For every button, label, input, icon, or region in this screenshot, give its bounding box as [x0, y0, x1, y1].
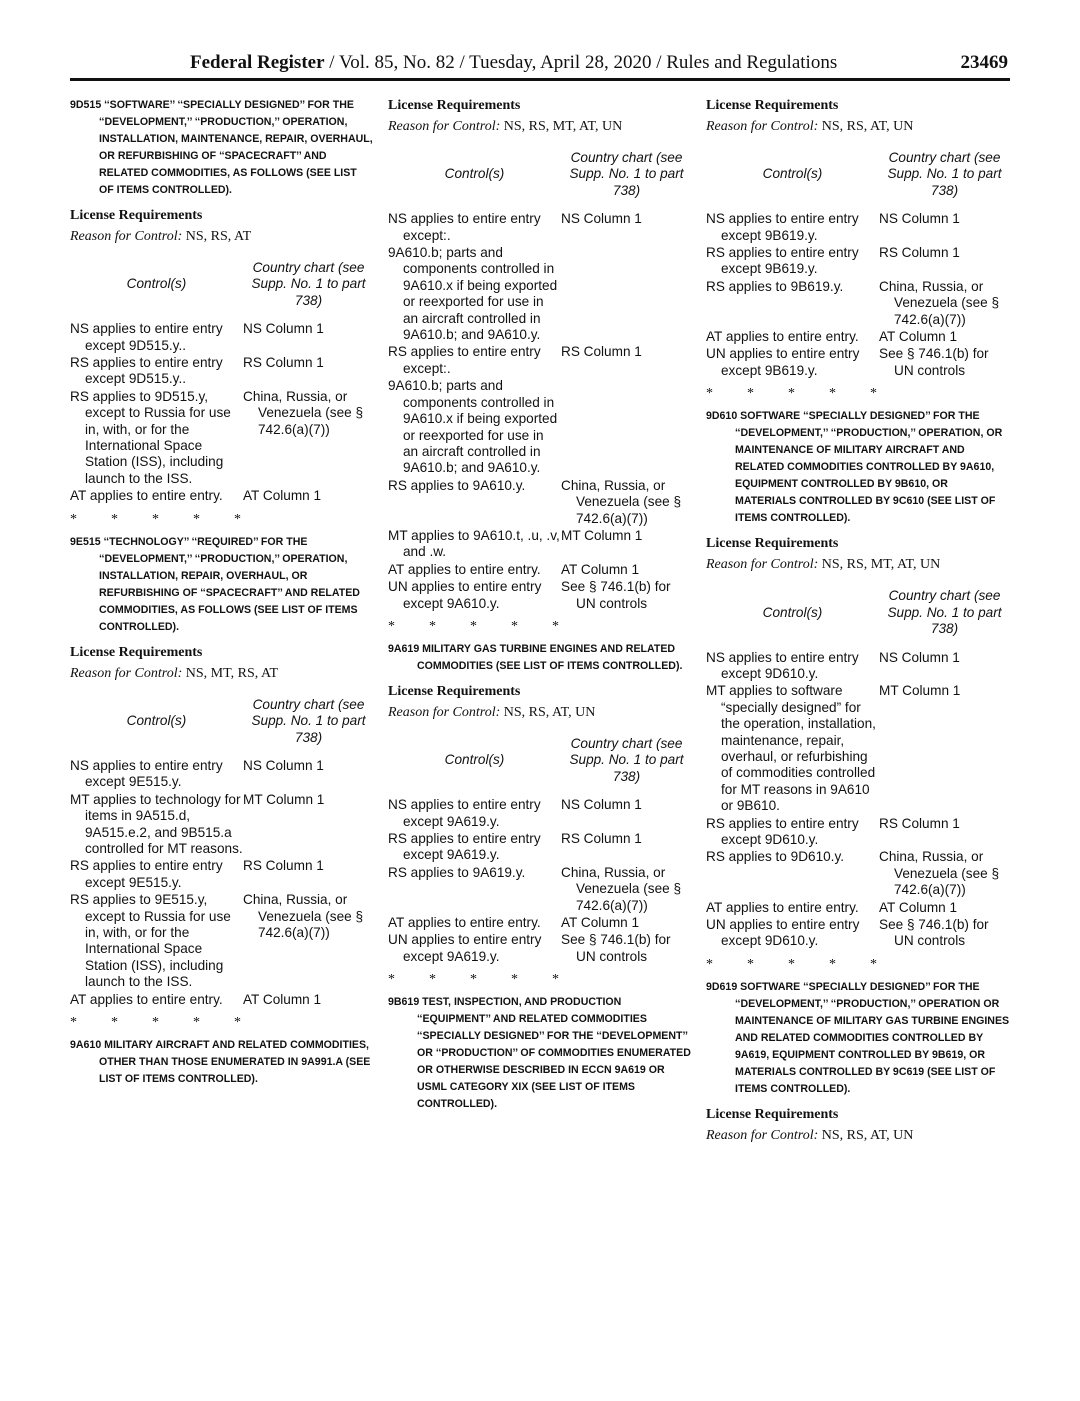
- control-column-header: Control(s): [444, 752, 505, 768]
- control-cell: AT applies to entire entry.: [70, 991, 223, 1007]
- table-row: [388, 797, 692, 831]
- reason-value: NS, RS, AT, UN: [503, 704, 596, 720]
- control-cell: NS applies to entire entry except 9E515.y.: [70, 757, 223, 790]
- country-chart-cell: NS Column 1: [243, 321, 324, 337]
- reason-label: Reason for Control:: [706, 119, 819, 134]
- control-column-header: Control(s): [762, 604, 823, 620]
- country-chart-column-header: Country chart (see Supp. No. 1 to part 738): [251, 696, 366, 745]
- table-row: [706, 650, 1010, 684]
- control-cell: MT applies to technology for items in 9A515.d, 9A515.e.2, and 9B515.a controlled for MT reasons.: [70, 791, 243, 856]
- control-cell: NS applies to entire entry except 9B619.y.: [706, 211, 859, 243]
- country-chart-cell: MT Column 1: [243, 791, 325, 807]
- country-chart-cell: NS Column 1: [879, 649, 960, 665]
- table-row: [706, 900, 1010, 917]
- license-requirements-heading: License Requirements: [70, 208, 203, 223]
- table-row: [388, 344, 692, 378]
- table-row: [706, 279, 1010, 329]
- country-chart-cell: [561, 245, 692, 344]
- control-cell: RS applies to 9E515.y, except to Russia for use in, with, or for the International Space Station (ISS), including launch to the ISS.: [70, 892, 231, 990]
- license-table: [706, 150, 1010, 380]
- control-cell: 9A610.b; parts and components controlled in 9A610.x if being exported or reexported for use in an aircraft controlled in 9A610.b; and 9A610.y.: [388, 245, 558, 343]
- table-row: [70, 892, 374, 991]
- control-cell: RS applies to entire entry except 9B619.y.: [706, 245, 859, 277]
- table-row: [706, 683, 1010, 815]
- license-requirements-heading: License Requirements: [70, 644, 203, 660]
- control-cell: RS applies to entire entry except 9A619.y.: [388, 831, 541, 863]
- country-chart-cell: RS Column 1: [561, 344, 642, 360]
- table-row: [388, 562, 692, 579]
- license-requirements-heading: License Requirements: [388, 683, 521, 699]
- country-chart-cell: RS Column 1: [879, 815, 960, 831]
- control-cell: AT applies to entire entry.: [70, 488, 223, 504]
- reason-for-control: [70, 228, 374, 246]
- column-3: [706, 97, 1010, 1159]
- eccn-heading-9a619: 9A619 MILITARY GAS TURBINE ENGINES AND RELATED COMMODITIES (SEE LIST OF ITEMS CONTROLLED).: [388, 642, 683, 672]
- country-chart-cell: MT Column 1: [561, 527, 643, 543]
- reason-label: Reason for Control:: [706, 1127, 819, 1143]
- control-cell: AT applies to entire entry.: [706, 329, 859, 345]
- control-column-header: Control(s): [762, 166, 823, 182]
- control-cell: RS applies to 9A610.y.: [388, 477, 526, 493]
- license-requirements-heading: License Requirements: [706, 98, 839, 113]
- license-requirements-heading: License Requirements: [706, 536, 839, 552]
- reason-for-control: [388, 704, 692, 722]
- country-chart-cell: MT Column 1: [879, 683, 961, 699]
- reason-label: Reason for Control:: [388, 119, 501, 134]
- eccn-heading-9d610: 9D610 SOFTWARE ‘‘SPECIALLY DESIGNED’’ FOR THE ‘‘DEVELOPMENT,’’ ‘‘PRODUCTION,’’ OPERATION, OR MAINTENANCE OF MILITARY AIRCRAFT AND RELATED COMMODITIES CONTROLLED BY 9A610, EQUIPMENT CONTROLLED BY 9B610, OR MATERIALS CONTROLLED BY 9C610 (SEE LIST OF ITEMS CONTROLLED).: [706, 410, 1003, 525]
- control-cell: NS applies to entire entry except 9D610.y.: [706, 649, 859, 681]
- control-cell: NS applies to entire entry except 9A619.y.: [388, 797, 541, 829]
- control-cell: UN applies to entire entry except 9D610.y.: [706, 917, 860, 949]
- country-chart-cell: China, Russia, or Venezuela (see § 742.6(a)(7)): [243, 388, 364, 437]
- country-chart-cell: RS Column 1: [879, 245, 960, 261]
- country-chart-cell: AT Column 1: [561, 561, 640, 577]
- page-header: [70, 50, 1010, 81]
- country-chart-cell: RS Column 1: [561, 831, 642, 846]
- country-chart-column-header: Country chart (see Supp. No. 1 to part 738): [251, 260, 366, 308]
- eccn-heading-9d515: 9D515 ‘‘SOFTWARE’’ ‘‘SPECIALLY DESIGNED’’ FOR THE ‘‘DEVELOPMENT,’’ ‘‘PRODUCTION,’’ OPERATION, INSTALLATION, MAINTENANCE, REPAIR, OVERHAUL, OR REFURBISHING OF ‘‘SPACECRAFT’’ AND RELATED COMMODITIES, AS FOLLOWS (SEE LIST OF ITEMS CONTROLLED).: [70, 99, 373, 196]
- license-table: [706, 588, 1010, 951]
- reason-value: NS, MT, RS, AT: [185, 665, 279, 681]
- control-cell: AT applies to entire entry.: [706, 899, 859, 915]
- country-chart-cell: RS Column 1: [243, 355, 324, 371]
- table-row: [706, 917, 1010, 951]
- country-chart-cell: NS Column 1: [561, 211, 642, 227]
- table-row: [388, 865, 692, 915]
- reason-value: NS, RS, AT, UN: [821, 1127, 914, 1143]
- control-cell: UN applies to entire entry except 9A610.y.: [388, 579, 542, 611]
- ellipsis-stars: * * * * *: [388, 618, 559, 634]
- ellipsis-stars: * * * * *: [706, 956, 877, 972]
- control-cell: RS applies to entire entry except:.: [388, 344, 541, 376]
- column-2: [388, 97, 692, 1121]
- reason-value: NS, RS, AT, UN: [821, 119, 914, 134]
- license-requirements-heading: License Requirements: [706, 1106, 839, 1122]
- reason-for-control: [706, 118, 1010, 136]
- eccn-heading-9e515: 9E515 ‘‘TECHNOLOGY’’ ‘‘REQUIRED’’ FOR THE ‘‘DEVELOPMENT,’’ ‘‘PRODUCTION,’’ OPERATION, INSTALLATION, REPAIR, OVERHAUL, OR REFURBISHING OF ‘‘SPACECRAFT’’ AND RELATED COMMODITIES, AS FOLLOWS (SEE LIST OF ITEMS CONTROLLED).: [70, 535, 360, 633]
- country-chart-cell: [561, 378, 692, 477]
- license-table: [70, 697, 374, 1009]
- control-cell: RS applies to 9D515.y, except to Russia for use in, with, or for the International Space Station (ISS), including launch to the ISS.: [70, 388, 231, 486]
- control-cell: AT applies to entire entry.: [388, 561, 541, 577]
- table-row: [388, 378, 692, 477]
- table-row: [70, 992, 374, 1009]
- ellipsis-stars: * * * * *: [70, 511, 241, 527]
- page-number: 23469: [960, 52, 1008, 73]
- table-row: [706, 211, 1010, 245]
- table-row: [70, 758, 374, 792]
- country-chart-column-header: Country chart (see Supp. No. 1 to part 738): [569, 735, 684, 784]
- control-cell: RS applies to entire entry except 9D610.y.: [706, 815, 859, 847]
- country-chart-cell: AT Column 1: [561, 915, 640, 931]
- license-requirements-heading: License Requirements: [388, 98, 521, 113]
- license-table: [388, 150, 692, 613]
- ellipsis-stars: * * * * *: [388, 972, 559, 988]
- reason-for-control: [70, 665, 374, 683]
- eccn-heading-9b619: 9B619 TEST, INSPECTION, AND PRODUCTION ‘‘EQUIPMENT’’ AND RELATED COMMODITIES ‘‘SPECIALLY DESIGNED’’ FOR THE ‘‘DEVELOPMENT’’ OR ‘‘PRODUCTION’’ OF COMMODITIES ENUMERATED OR OTHERWISE DESCRIBED IN ECCN 9A619 OR USML CATEGORY XIX (SEE LIST OF ITEMS CONTROLLED).: [388, 996, 691, 1111]
- country-chart-cell: China, Russia, or Venezuela (see § 742.6(a)(7)): [879, 849, 1000, 898]
- table-row: [388, 915, 692, 932]
- eccn-heading-9d619: 9D619 SOFTWARE ‘‘SPECIALLY DESIGNED’’ FOR THE ‘‘DEVELOPMENT,’’ ‘‘PRODUCTION,’’ OPERATION OR MAINTENANCE OF MILITARY GAS TURBINE ENGINES AND RELATED COMMODITIES CONTROLLED BY 9A619, EQUIPMENT CONTROLLED BY 9B619, OR MATERIALS CONTROLLED BY 9C619 (SEE LIST OF ITEMS CONTROLLED).: [706, 980, 1010, 1095]
- country-chart-cell: AT Column 1: [243, 488, 322, 504]
- control-cell: NS applies to entire entry except:.: [388, 211, 541, 243]
- table-row: [706, 245, 1010, 279]
- country-chart-cell: See § 746.1(b) for UN controls: [879, 917, 989, 949]
- table-row: [70, 389, 374, 488]
- country-chart-column-header: Country chart (see Supp. No. 1 to part 738): [887, 150, 1002, 198]
- reason-label: Reason for Control:: [70, 665, 183, 681]
- table-row: [706, 816, 1010, 850]
- journal-title: Federal Register: [190, 52, 325, 73]
- country-chart-cell: RS Column 1: [243, 858, 324, 874]
- country-chart-cell: AT Column 1: [879, 329, 958, 345]
- country-chart-cell: China, Russia, or Venezuela (see § 742.6(a)(7)): [243, 892, 364, 940]
- country-chart-cell: AT Column 1: [243, 991, 322, 1007]
- country-chart-cell: AT Column 1: [879, 899, 958, 915]
- table-row: [388, 245, 692, 344]
- reason-value: NS, RS, MT, AT, UN: [503, 119, 623, 134]
- column-1: [70, 97, 374, 1096]
- control-cell: MT applies to software “specially designed” for the operation, installation, maintenance, repair, overhaul, or refurbishing of commodities controlled for MT reasons in 9A610 or 9B610.: [706, 683, 876, 814]
- country-chart-cell: See § 746.1(b) for UN controls: [879, 346, 989, 378]
- country-chart-cell: NS Column 1: [879, 211, 960, 227]
- table-row: [706, 329, 1010, 346]
- country-chart-cell: China, Russia, or Venezuela (see § 742.6(a)(7)): [561, 864, 682, 913]
- license-table: [70, 260, 374, 506]
- country-chart-cell: See § 746.1(b) for UN controls: [561, 579, 671, 611]
- control-cell: RS applies to 9D610.y.: [706, 849, 845, 865]
- control-column-header: Control(s): [126, 713, 187, 729]
- control-cell: RS applies to entire entry except 9D515.y..: [70, 355, 223, 387]
- ellipsis-stars: * * * * *: [70, 1015, 241, 1030]
- table-row: [388, 528, 692, 562]
- control-cell: UN applies to entire entry except 9A619.y.: [388, 932, 542, 964]
- reason-for-control: [706, 1127, 1010, 1145]
- table-row: [70, 321, 374, 355]
- eccn-heading-9a610: 9A610 MILITARY AIRCRAFT AND RELATED COMMODITIES, OTHER THAN THOSE ENUMERATED IN 9A991.A (SEE LIST OF ITEMS CONTROLLED).: [70, 1039, 371, 1085]
- country-chart-cell: NS Column 1: [561, 797, 642, 813]
- reason-value: NS, RS, MT, AT, UN: [821, 557, 941, 573]
- country-chart-cell: China, Russia, or Venezuela (see § 742.6(a)(7)): [561, 477, 682, 526]
- reason-label: Reason for Control:: [388, 704, 501, 720]
- table-row: [70, 858, 374, 892]
- table-row: [70, 792, 374, 859]
- control-cell: AT applies to entire entry.: [388, 915, 541, 931]
- reason-value: NS, RS, AT: [185, 229, 252, 244]
- table-row: [70, 488, 374, 505]
- control-cell: RS applies to entire entry except 9E515.y.: [70, 858, 223, 890]
- issue-info: / Vol. 85, No. 82 / Tuesday, April 28, 2020 / Rules and Regulations: [324, 52, 838, 73]
- country-chart-column-header: Country chart (see Supp. No. 1 to part 738): [569, 150, 684, 198]
- country-chart-cell: NS Column 1: [243, 757, 324, 773]
- reason-label: Reason for Control:: [706, 557, 819, 573]
- table-row: [388, 579, 692, 613]
- license-table: [388, 736, 692, 966]
- control-cell: 9A610.b; parts and components controlled in 9A610.x if being exported or reexported for use in an aircraft controlled in 9A610.b; and 9A610.y.: [388, 378, 558, 476]
- table-row: [706, 346, 1010, 380]
- control-cell: UN applies to entire entry except 9B619.y.: [706, 346, 860, 378]
- table-row: [706, 849, 1010, 899]
- running-head: [190, 52, 837, 74]
- control-column-header: Control(s): [126, 276, 187, 292]
- control-cell: MT applies to 9A610.t, .u, .v, and .w.: [388, 527, 560, 560]
- control-cell: RS applies to 9A619.y.: [388, 864, 526, 880]
- control-column-header: Control(s): [444, 166, 505, 182]
- reason-for-control: [388, 118, 692, 136]
- country-chart-cell: See § 746.1(b) for UN controls: [561, 932, 671, 964]
- country-chart-column-header: Country chart (see Supp. No. 1 to part 738): [887, 588, 1002, 637]
- table-row: [388, 831, 692, 865]
- country-chart-cell: China, Russia, or Venezuela (see § 742.6(a)(7)): [879, 278, 1000, 327]
- table-row: [388, 478, 692, 528]
- control-cell: RS applies to 9B619.y.: [706, 278, 844, 294]
- reason-label: Reason for Control:: [70, 229, 183, 244]
- control-cell: NS applies to entire entry except 9D515.y..: [70, 321, 223, 353]
- table-row: [70, 355, 374, 389]
- reason-for-control: [706, 556, 1010, 574]
- ellipsis-stars: * * * * *: [706, 386, 877, 402]
- table-row: [388, 211, 692, 245]
- table-row: [388, 932, 692, 966]
